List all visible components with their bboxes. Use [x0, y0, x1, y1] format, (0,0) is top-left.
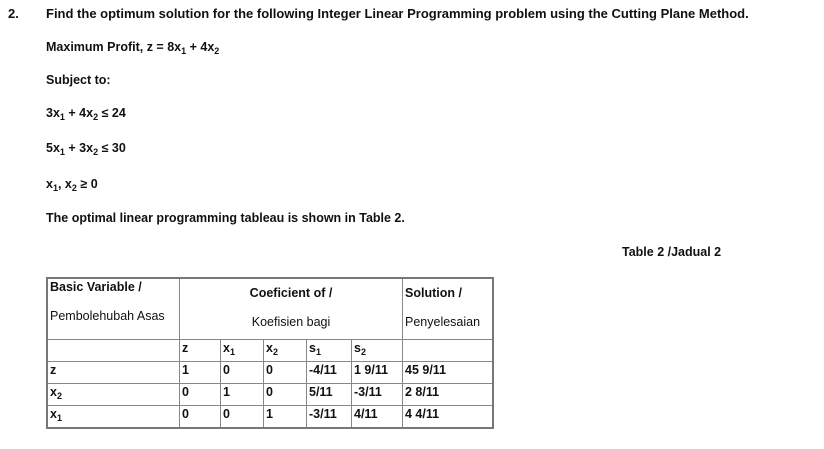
table-caption: Table 2 /Jadual 2	[622, 245, 722, 259]
header-solution: Solution / Penyelesaian	[403, 278, 494, 340]
cell-solution: 4 4/11	[403, 406, 494, 429]
table-subheader-row	[47, 340, 493, 362]
cell-z: 1	[180, 362, 221, 384]
cell-s1: -4/11	[307, 362, 352, 384]
col-z: z	[180, 340, 221, 362]
table-row	[47, 384, 493, 406]
optimal-tableau	[46, 277, 494, 429]
cell-x1: 1	[221, 384, 264, 406]
constraint-2: $5x_1 + 3x_2 \le 30$	[46, 141, 126, 157]
cell-x1: 0	[221, 406, 264, 429]
cell-x2: 1	[264, 406, 307, 429]
subheader-empty	[47, 340, 180, 362]
subject-to-label: Subject to:	[46, 73, 111, 87]
nonnegativity-constraint: $x_1$, $x_2 \ge 0$	[46, 177, 98, 193]
cell-s2: -3/11	[352, 384, 403, 406]
table-header-row	[47, 278, 493, 340]
subheader-solution-empty	[403, 340, 494, 362]
row-basic: z	[47, 362, 180, 384]
cell-s2: 1 9/11	[352, 362, 403, 384]
cell-solution: 2 8/11	[403, 384, 494, 406]
cell-s1: 5/11	[307, 384, 352, 406]
col-x1: $x_1$	[221, 340, 264, 362]
constraint-1: $3x_1 + 4x_2 \le 24$	[46, 106, 126, 122]
cell-s1: -3/11	[307, 406, 352, 429]
header-coefficient: Coeficient of / Koefisien bagi	[180, 278, 403, 340]
col-s1: $s_1$	[307, 340, 352, 362]
cell-z: 0	[180, 406, 221, 429]
table-row	[47, 406, 493, 429]
question-number: 2.	[8, 6, 19, 21]
cell-solution: 45 9/11	[403, 362, 494, 384]
cell-x1: 0	[221, 362, 264, 384]
cell-s2: 4/11	[352, 406, 403, 429]
table-row	[47, 362, 493, 384]
col-x2: $x_2$	[264, 340, 307, 362]
cell-x2: 0	[264, 384, 307, 406]
row-basic: $x_2$	[47, 384, 180, 406]
row-basic: $x_1$	[47, 406, 180, 429]
objective-function: Maximum Profit, $z = 8x_1 + 4x_2$	[46, 40, 220, 56]
tableau-note: The optimal linear programming tableau is shown in Table 2.	[46, 211, 405, 225]
question-text: Find the optimum solution for the following Integer Linear Programming problem using the Cutting Plane Method.	[46, 6, 749, 21]
cell-x2: 0	[264, 362, 307, 384]
col-s2: $s_2$	[352, 340, 403, 362]
header-basic-variable: Basic Variable / Pembolehubah Asas	[47, 278, 180, 340]
cell-z: 0	[180, 384, 221, 406]
